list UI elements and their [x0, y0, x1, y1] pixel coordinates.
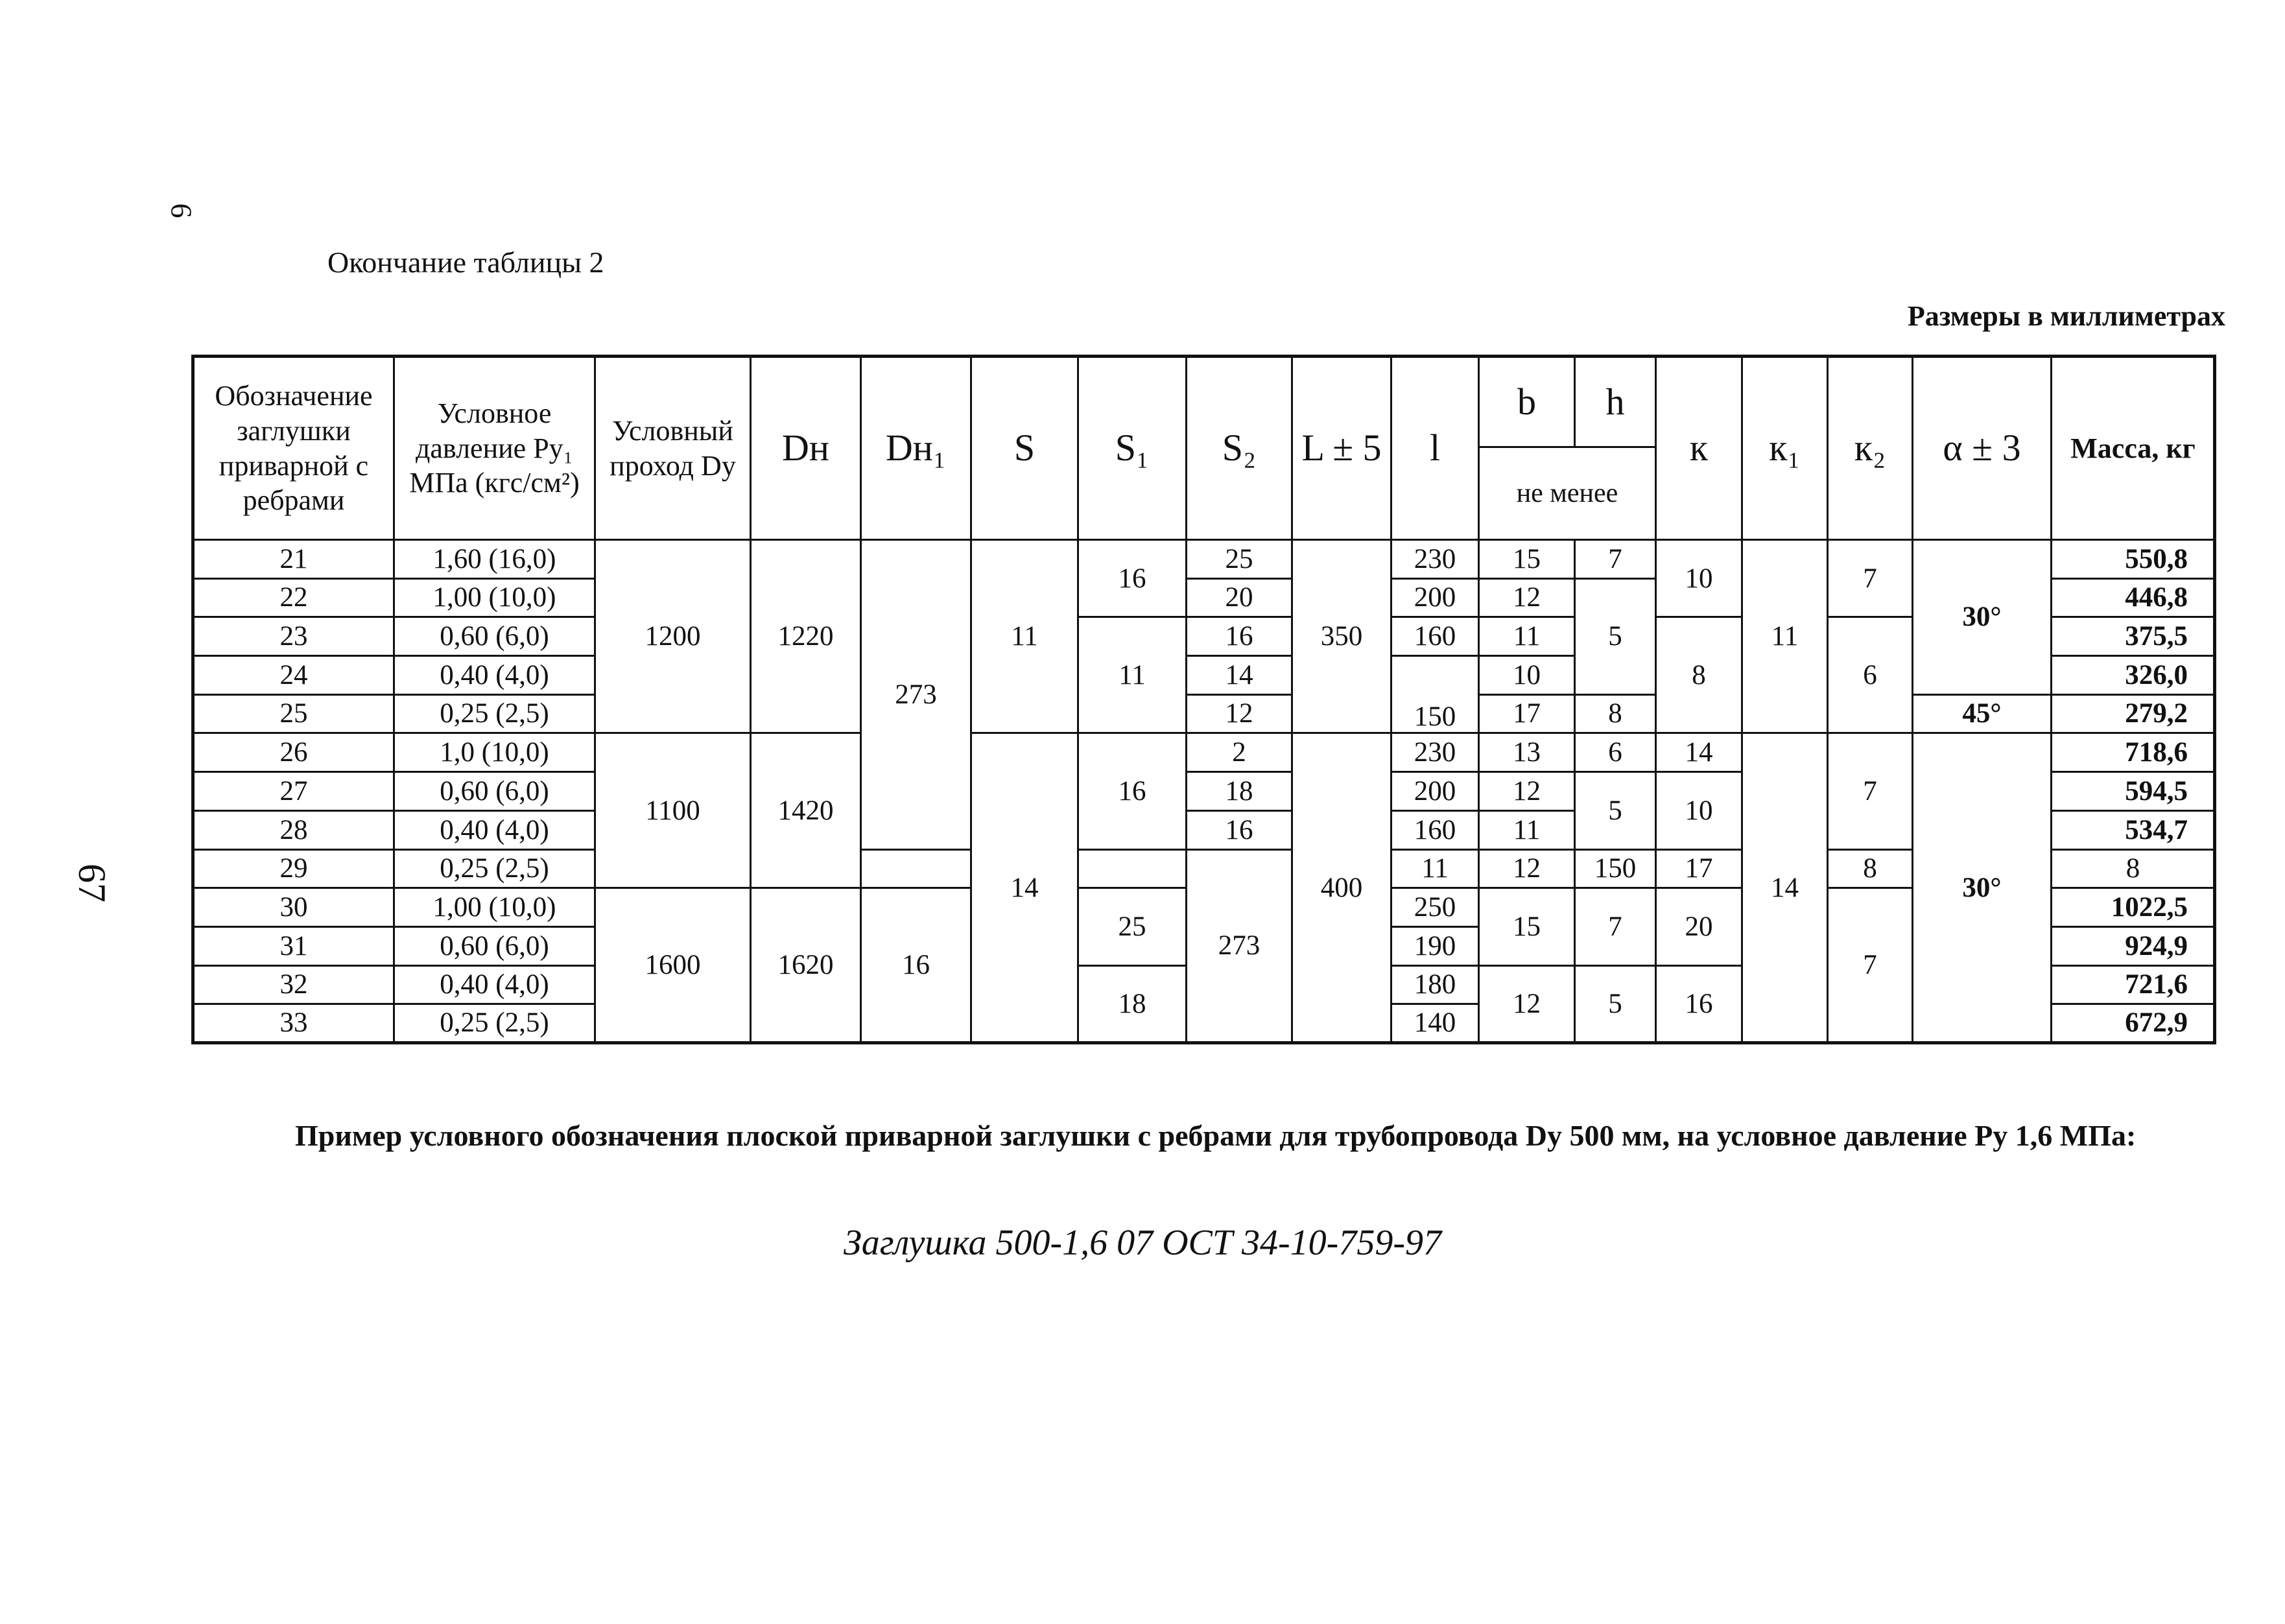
cell-mass: 375,5: [2052, 617, 2215, 656]
cell-mass: 550,8: [2052, 540, 2215, 579]
cell-mass: 672,9: [2052, 1004, 2215, 1043]
cell-s: 11: [971, 540, 1078, 733]
cell-passage-empty: [861, 849, 971, 888]
cell-pressure: 0,25 (2,5): [394, 694, 595, 733]
units-note: Размеры в миллиметрах: [1907, 300, 2225, 332]
example-text: Пример условного обозначения плоской приварной заглушки с ребрами для трубопровода Dy 500 мм, на условное давление Py 1,6 МПа:: [295, 1119, 2137, 1152]
table-caption: Окончание таблицы 2: [327, 246, 604, 279]
cell-h: 6: [1575, 733, 1656, 772]
cell-s2: 25: [1187, 540, 1292, 579]
page-number-side: 67: [71, 864, 113, 902]
cell-mass: 1022,5: [2052, 888, 2215, 927]
header-k1: к₁: [1742, 357, 1828, 540]
cell-pressure: 0,40 (4,0): [394, 965, 595, 1004]
cell-alpha: 45°: [1913, 694, 2052, 733]
cell-k: 14: [1656, 733, 1742, 772]
cell-pressure: 0,40 (4,0): [394, 656, 595, 695]
cell-b: 10: [1479, 656, 1575, 695]
cell-s2: 14: [1187, 656, 1292, 695]
header-k: к: [1656, 357, 1742, 540]
cell-L: 400: [1292, 733, 1391, 1043]
header-alpha: α ± 3: [1913, 357, 2052, 540]
cell-h: 7: [1575, 888, 1656, 965]
cell-s2: 2: [1187, 733, 1292, 772]
cell-h: 8: [1828, 849, 1913, 888]
cell-s2: 18: [1078, 965, 1187, 1042]
cell-s2: 18: [1187, 772, 1292, 811]
header-s: S: [971, 357, 1078, 540]
cell-l: 150: [1391, 656, 1479, 733]
header-b: b: [1479, 357, 1575, 447]
cell-h: 5: [1575, 772, 1656, 849]
header-l: l: [1391, 357, 1479, 540]
cell-designation: 29: [193, 849, 394, 888]
cell-s1: 16: [1078, 540, 1187, 617]
cell-k2: 7: [1828, 888, 1913, 1043]
cell-k: 10: [1656, 772, 1742, 849]
cell-L: 350: [1292, 540, 1391, 733]
header-dn: Dн: [751, 357, 861, 540]
cell-k: 8: [1656, 617, 1742, 733]
header-designation: Обозначение заглушки приварной с ребрами: [193, 357, 394, 540]
cell-s2: 25: [1078, 888, 1187, 965]
cell-mass: 534,7: [2052, 810, 2215, 849]
cell-l: 190: [1391, 926, 1479, 965]
cell-l: 180: [1391, 965, 1479, 1004]
cell-dn: 1420: [751, 733, 861, 888]
cell-b: 17: [1479, 694, 1575, 733]
cell-l: 250: [1391, 888, 1479, 927]
cell-b: 12: [1479, 578, 1575, 617]
cell-k: 10: [1656, 540, 1742, 617]
cell-s2: 12: [1187, 694, 1292, 733]
header-passage: Условный проход Dy: [595, 357, 751, 540]
cell-b: 11: [1479, 617, 1575, 656]
cell-pressure: 0,60 (6,0): [394, 926, 595, 965]
cell-s: 14: [971, 733, 1078, 1043]
header-s1: S₁: [1078, 357, 1187, 540]
header-k2: к₂: [1828, 357, 1913, 540]
cell-designation: 24: [193, 656, 394, 695]
cell-designation: 23: [193, 617, 394, 656]
cell-s1: 11: [1078, 617, 1187, 733]
cell-pressure: 0,25 (2,5): [394, 1004, 595, 1043]
cell-s2: 12: [1479, 849, 1575, 888]
cell-s2: 16: [1187, 617, 1292, 656]
dimensions-table: [191, 355, 2216, 1044]
cell-k: 8: [2052, 849, 2215, 888]
header-h: h: [1575, 357, 1656, 447]
header-dn1: Dн₁: [861, 357, 971, 540]
header-not-less: не менее: [1479, 447, 1656, 540]
cell-mass: 594,5: [2052, 772, 2215, 811]
cell-mass: 924,9: [2052, 926, 2215, 965]
cell-b: 17: [1656, 849, 1742, 888]
cell-k2: 7: [1828, 540, 1913, 617]
cell-l: 160: [1391, 617, 1479, 656]
cell-mass: 279,2: [2052, 694, 2215, 733]
cell-b: 13: [1479, 733, 1575, 772]
cell-l: 160: [1391, 810, 1479, 849]
cell-pressure: 0,60 (6,0): [394, 772, 595, 811]
cell-alpha: 30°: [1913, 733, 2052, 1043]
cell-s1: 11: [1391, 849, 1479, 888]
cell-dn: 1620: [751, 888, 861, 1043]
cell-designation: 21: [193, 540, 394, 579]
cell-passage: 1600: [595, 888, 751, 1043]
cell-designation: 25: [193, 694, 394, 733]
cell-s2: 20: [1187, 578, 1292, 617]
cell-passage: 1200: [595, 540, 751, 733]
cell-designation: 28: [193, 810, 394, 849]
cell-s2: 16: [1187, 810, 1292, 849]
cell-mass: 718,6: [2052, 733, 2215, 772]
header-L: L ± 5: [1292, 357, 1391, 540]
cell-pressure: 1,00 (10,0): [394, 578, 595, 617]
cell-pressure: 0,25 (2,5): [394, 849, 595, 888]
cell-designation: 33: [193, 1004, 394, 1043]
cell-k1: 11: [1742, 540, 1828, 733]
cell-pressure: 1,00 (10,0): [394, 888, 595, 927]
cell-l: 140: [1391, 1004, 1479, 1043]
cell-dn1: 273: [861, 540, 971, 850]
cell-designation: 30: [193, 888, 394, 927]
cell-designation: 27: [193, 772, 394, 811]
cell-pressure: 1,60 (16,0): [394, 540, 595, 579]
cell-s1: 16: [861, 888, 971, 1043]
cell-pressure: 0,40 (4,0): [394, 810, 595, 849]
cell-designation: 31: [193, 926, 394, 965]
cell-k1: 14: [1742, 733, 1828, 1043]
cell-pressure: 0,60 (6,0): [394, 617, 595, 656]
cell-dn1: 273: [1187, 849, 1292, 1043]
cell-l: 230: [1391, 733, 1479, 772]
cell-l: 230: [1391, 540, 1479, 579]
cell-l: 150: [1575, 849, 1656, 888]
cell-b: 15: [1479, 540, 1575, 579]
cell-k: 16: [1656, 965, 1742, 1042]
cell-designation: 22: [193, 578, 394, 617]
cell-mass: 326,0: [2052, 656, 2215, 695]
cell-k: 20: [1656, 888, 1742, 965]
cell-b: 12: [1479, 965, 1575, 1042]
cell-h: 5: [1575, 965, 1656, 1042]
cell-mass: 721,6: [2052, 965, 2215, 1004]
cell-mass: 446,8: [2052, 578, 2215, 617]
cell-b: 11: [1479, 810, 1575, 849]
cell-pressure: 1,0 (10,0): [394, 733, 595, 772]
cell-b: 15: [1479, 888, 1575, 965]
cell-h: 5: [1575, 578, 1656, 694]
cell-designation: 26: [193, 733, 394, 772]
cell-k2: 6: [1828, 617, 1913, 733]
cell-k2: 7: [1828, 733, 1913, 849]
cell-s1: 16: [1078, 733, 1187, 849]
page-number-top: 6: [165, 203, 198, 218]
cell-b: 12: [1479, 772, 1575, 811]
cell-l: 200: [1391, 772, 1479, 811]
cell-h: 8: [1575, 694, 1656, 733]
example-designation: Заглушка 500-1,6 07 ОСТ 34-10-759-97: [844, 1223, 1441, 1263]
header-mass: Масса, кг: [2052, 357, 2215, 540]
cell-h: 7: [1575, 540, 1656, 579]
cell-l: 200: [1391, 578, 1479, 617]
cell-dn: 1220: [751, 540, 861, 733]
header-s2: S₂: [1187, 357, 1292, 540]
cell-passage: 1100: [595, 733, 751, 888]
cell-alpha: 30°: [1913, 540, 2052, 695]
cell-designation: 32: [193, 965, 394, 1004]
cell-dn-empty: [1078, 849, 1187, 888]
header-pressure: Условное давление Py₁ МПа (кгс/см²): [394, 357, 595, 540]
